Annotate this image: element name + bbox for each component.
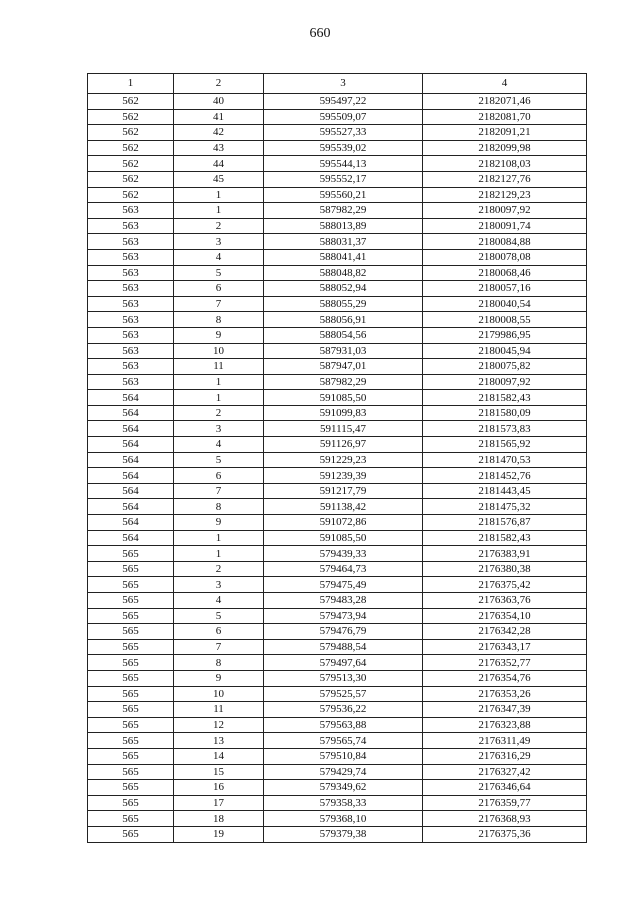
table-cell: 591085,50 bbox=[264, 530, 423, 546]
table-cell: 2180084,88 bbox=[423, 234, 587, 250]
table-cell: 2176380,38 bbox=[423, 561, 587, 577]
table-cell: 591072,86 bbox=[264, 515, 423, 531]
table-cell: 2180097,92 bbox=[423, 374, 587, 390]
table-row bbox=[88, 312, 587, 328]
table-cell: 6 bbox=[174, 281, 264, 297]
table-cell: 2180097,92 bbox=[423, 203, 587, 219]
table-cell: 579358,33 bbox=[264, 795, 423, 811]
table-row bbox=[88, 670, 587, 686]
table-cell: 10 bbox=[174, 686, 264, 702]
table-cell: 563 bbox=[88, 281, 174, 297]
table-cell: 591085,50 bbox=[264, 390, 423, 406]
column-header: 3 bbox=[264, 74, 423, 94]
column-header: 1 bbox=[88, 74, 174, 94]
table-cell: 579536,22 bbox=[264, 702, 423, 718]
table-cell: 17 bbox=[174, 795, 264, 811]
table-cell: 563 bbox=[88, 203, 174, 219]
table-cell: 588055,29 bbox=[264, 296, 423, 312]
table-cell: 579525,57 bbox=[264, 686, 423, 702]
table-row bbox=[88, 468, 587, 484]
table-cell: 579439,33 bbox=[264, 546, 423, 562]
table-cell: 595539,02 bbox=[264, 140, 423, 156]
table-cell: 579497,64 bbox=[264, 655, 423, 671]
table-cell: 591138,42 bbox=[264, 499, 423, 515]
table-cell: 565 bbox=[88, 811, 174, 827]
table-cell: 2176316,29 bbox=[423, 748, 587, 764]
table-cell: 4 bbox=[174, 593, 264, 609]
table-row bbox=[88, 140, 587, 156]
table-cell: 588013,89 bbox=[264, 218, 423, 234]
table-cell: 591217,79 bbox=[264, 483, 423, 499]
table-cell: 2176359,77 bbox=[423, 795, 587, 811]
table-cell: 5 bbox=[174, 265, 264, 281]
table-row bbox=[88, 359, 587, 375]
table-cell: 565 bbox=[88, 686, 174, 702]
table-cell: 5 bbox=[174, 452, 264, 468]
table-cell: 2181565,92 bbox=[423, 437, 587, 453]
table-row bbox=[88, 780, 587, 796]
table-cell: 40 bbox=[174, 94, 264, 110]
table-cell: 595560,21 bbox=[264, 187, 423, 203]
table-cell: 2180045,94 bbox=[423, 343, 587, 359]
table-cell: 579510,84 bbox=[264, 748, 423, 764]
table-cell: 2180008,55 bbox=[423, 312, 587, 328]
table-row bbox=[88, 374, 587, 390]
table-cell: 588031,37 bbox=[264, 234, 423, 250]
table-cell: 579429,74 bbox=[264, 764, 423, 780]
table-cell: 2176354,76 bbox=[423, 670, 587, 686]
table-cell: 2176342,28 bbox=[423, 624, 587, 640]
table-cell: 2176347,39 bbox=[423, 702, 587, 718]
table-cell: 18 bbox=[174, 811, 264, 827]
table-row bbox=[88, 499, 587, 515]
table-row bbox=[88, 702, 587, 718]
table-cell: 9 bbox=[174, 670, 264, 686]
table-cell: 2 bbox=[174, 561, 264, 577]
table-cell: 579368,10 bbox=[264, 811, 423, 827]
table-row bbox=[88, 437, 587, 453]
table-body bbox=[88, 94, 587, 843]
table-row bbox=[88, 125, 587, 141]
table-cell: 12 bbox=[174, 717, 264, 733]
table-cell: 563 bbox=[88, 374, 174, 390]
table-cell: 565 bbox=[88, 795, 174, 811]
table-cell: 2181580,09 bbox=[423, 405, 587, 421]
table-cell: 587947,01 bbox=[264, 359, 423, 375]
table-cell: 565 bbox=[88, 826, 174, 842]
table-row bbox=[88, 593, 587, 609]
table-row bbox=[88, 639, 587, 655]
table-cell: 562 bbox=[88, 94, 174, 110]
table-cell: 2176383,91 bbox=[423, 546, 587, 562]
table-row bbox=[88, 795, 587, 811]
table-cell: 579483,28 bbox=[264, 593, 423, 609]
table-cell: 565 bbox=[88, 561, 174, 577]
table-cell: 562 bbox=[88, 171, 174, 187]
table-cell: 2176375,42 bbox=[423, 577, 587, 593]
table-cell: 591229,23 bbox=[264, 452, 423, 468]
table-cell: 2176346,64 bbox=[423, 780, 587, 796]
table-row bbox=[88, 343, 587, 359]
table-cell: 2182129,23 bbox=[423, 187, 587, 203]
table-cell: 10 bbox=[174, 343, 264, 359]
table-row bbox=[88, 483, 587, 499]
table-cell: 3 bbox=[174, 234, 264, 250]
table-cell: 565 bbox=[88, 717, 174, 733]
table-cell: 595509,07 bbox=[264, 109, 423, 125]
table-cell: 2 bbox=[174, 405, 264, 421]
table-cell: 562 bbox=[88, 187, 174, 203]
table-cell: 2176311,49 bbox=[423, 733, 587, 749]
table-row bbox=[88, 624, 587, 640]
table-cell: 563 bbox=[88, 218, 174, 234]
table-cell: 579476,79 bbox=[264, 624, 423, 640]
table-cell: 2182127,76 bbox=[423, 171, 587, 187]
table-cell: 8 bbox=[174, 312, 264, 328]
table-cell: 565 bbox=[88, 608, 174, 624]
table-cell: 591126,97 bbox=[264, 437, 423, 453]
table-cell: 563 bbox=[88, 265, 174, 281]
table-cell: 579473,94 bbox=[264, 608, 423, 624]
table-cell: 2180057,16 bbox=[423, 281, 587, 297]
table-cell: 595497,22 bbox=[264, 94, 423, 110]
table-cell: 2180040,54 bbox=[423, 296, 587, 312]
table-cell: 2182099,98 bbox=[423, 140, 587, 156]
table-cell: 564 bbox=[88, 530, 174, 546]
table-cell: 579565,74 bbox=[264, 733, 423, 749]
table-cell: 562 bbox=[88, 156, 174, 172]
table-row bbox=[88, 546, 587, 562]
table-cell: 587982,29 bbox=[264, 203, 423, 219]
table-cell: 19 bbox=[174, 826, 264, 842]
table-row bbox=[88, 218, 587, 234]
table-cell: 42 bbox=[174, 125, 264, 141]
table-cell: 7 bbox=[174, 296, 264, 312]
table-cell: 565 bbox=[88, 577, 174, 593]
table-cell: 2182081,70 bbox=[423, 109, 587, 125]
table-cell: 9 bbox=[174, 515, 264, 531]
table-cell: 564 bbox=[88, 437, 174, 453]
table-cell: 4 bbox=[174, 437, 264, 453]
table-row bbox=[88, 717, 587, 733]
table-cell: 587982,29 bbox=[264, 374, 423, 390]
table-cell: 565 bbox=[88, 624, 174, 640]
table-cell: 579513,30 bbox=[264, 670, 423, 686]
table-cell: 13 bbox=[174, 733, 264, 749]
table-row bbox=[88, 265, 587, 281]
table-cell: 579475,49 bbox=[264, 577, 423, 593]
table-row bbox=[88, 234, 587, 250]
table-cell: 563 bbox=[88, 296, 174, 312]
table-cell: 6 bbox=[174, 624, 264, 640]
table-cell: 579563,88 bbox=[264, 717, 423, 733]
table-cell: 591239,39 bbox=[264, 468, 423, 484]
table-cell: 2181573,83 bbox=[423, 421, 587, 437]
table-row bbox=[88, 187, 587, 203]
table-cell: 565 bbox=[88, 780, 174, 796]
table-cell: 11 bbox=[174, 359, 264, 375]
table-cell: 2179986,95 bbox=[423, 327, 587, 343]
coordinates-table bbox=[87, 73, 587, 843]
table-cell: 2180068,46 bbox=[423, 265, 587, 281]
table-cell: 7 bbox=[174, 639, 264, 655]
table-row bbox=[88, 826, 587, 842]
table-cell: 565 bbox=[88, 748, 174, 764]
table-cell: 1 bbox=[174, 203, 264, 219]
table-cell: 564 bbox=[88, 515, 174, 531]
table-cell: 2180078,08 bbox=[423, 249, 587, 265]
table-row bbox=[88, 171, 587, 187]
table-cell: 579464,73 bbox=[264, 561, 423, 577]
table-cell: 2182071,46 bbox=[423, 94, 587, 110]
table-cell: 564 bbox=[88, 468, 174, 484]
table-cell: 2180091,74 bbox=[423, 218, 587, 234]
table-cell: 565 bbox=[88, 764, 174, 780]
table-cell: 562 bbox=[88, 140, 174, 156]
table-cell: 2180075,82 bbox=[423, 359, 587, 375]
table-cell: 1 bbox=[174, 187, 264, 203]
table-cell: 588056,91 bbox=[264, 312, 423, 328]
table-cell: 1 bbox=[174, 546, 264, 562]
table-cell: 565 bbox=[88, 593, 174, 609]
table-cell: 565 bbox=[88, 655, 174, 671]
table-cell: 563 bbox=[88, 359, 174, 375]
table-cell: 579488,54 bbox=[264, 639, 423, 655]
table-cell: 595544,13 bbox=[264, 156, 423, 172]
table-row bbox=[88, 608, 587, 624]
table-cell: 2176368,93 bbox=[423, 811, 587, 827]
table-cell: 595552,17 bbox=[264, 171, 423, 187]
table-cell: 564 bbox=[88, 421, 174, 437]
table-cell: 565 bbox=[88, 670, 174, 686]
table-cell: 2181452,76 bbox=[423, 468, 587, 484]
table-cell: 8 bbox=[174, 499, 264, 515]
column-header: 2 bbox=[174, 74, 264, 94]
table-cell: 14 bbox=[174, 748, 264, 764]
table-cell: 564 bbox=[88, 452, 174, 468]
table-cell: 564 bbox=[88, 483, 174, 499]
table-cell: 2181582,43 bbox=[423, 390, 587, 406]
table-cell: 564 bbox=[88, 390, 174, 406]
table-cell: 2176343,17 bbox=[423, 639, 587, 655]
table-row bbox=[88, 109, 587, 125]
table-cell: 4 bbox=[174, 249, 264, 265]
table-cell: 41 bbox=[174, 109, 264, 125]
table-row bbox=[88, 327, 587, 343]
table-cell: 11 bbox=[174, 702, 264, 718]
table-row bbox=[88, 686, 587, 702]
table-row bbox=[88, 733, 587, 749]
table-cell: 591099,83 bbox=[264, 405, 423, 421]
table-cell: 1 bbox=[174, 390, 264, 406]
table-cell: 2181443,45 bbox=[423, 483, 587, 499]
header-row bbox=[88, 74, 587, 94]
table-cell: 564 bbox=[88, 499, 174, 515]
table-cell: 3 bbox=[174, 577, 264, 593]
table-row bbox=[88, 748, 587, 764]
table-cell: 2181582,43 bbox=[423, 530, 587, 546]
table-cell: 45 bbox=[174, 171, 264, 187]
page-number: 660 bbox=[309, 26, 331, 41]
table-cell: 8 bbox=[174, 655, 264, 671]
table-cell: 2182091,21 bbox=[423, 125, 587, 141]
table-cell: 563 bbox=[88, 249, 174, 265]
table-cell: 562 bbox=[88, 109, 174, 125]
table-row bbox=[88, 156, 587, 172]
table-cell: 579379,38 bbox=[264, 826, 423, 842]
table-cell: 2176354,10 bbox=[423, 608, 587, 624]
table-cell: 563 bbox=[88, 234, 174, 250]
table-cell: 579349,62 bbox=[264, 780, 423, 796]
table-cell: 16 bbox=[174, 780, 264, 796]
table-cell: 2176363,76 bbox=[423, 593, 587, 609]
table-row bbox=[88, 281, 587, 297]
table-row bbox=[88, 296, 587, 312]
table-row bbox=[88, 811, 587, 827]
table-cell: 563 bbox=[88, 343, 174, 359]
table-cell: 44 bbox=[174, 156, 264, 172]
table-cell: 3 bbox=[174, 421, 264, 437]
table-cell: 15 bbox=[174, 764, 264, 780]
table-row bbox=[88, 249, 587, 265]
table-cell: 565 bbox=[88, 546, 174, 562]
table-cell: 595527,33 bbox=[264, 125, 423, 141]
table-cell: 565 bbox=[88, 702, 174, 718]
table-cell: 588048,82 bbox=[264, 265, 423, 281]
table-cell: 2181576,87 bbox=[423, 515, 587, 531]
table-row bbox=[88, 577, 587, 593]
table-cell: 2176375,36 bbox=[423, 826, 587, 842]
table-row bbox=[88, 515, 587, 531]
table-cell: 7 bbox=[174, 483, 264, 499]
table-cell: 9 bbox=[174, 327, 264, 343]
table-cell: 564 bbox=[88, 405, 174, 421]
table-row bbox=[88, 203, 587, 219]
table-cell: 563 bbox=[88, 327, 174, 343]
table-cell: 2176323,88 bbox=[423, 717, 587, 733]
table-row bbox=[88, 655, 587, 671]
table-cell: 587931,03 bbox=[264, 343, 423, 359]
table-cell: 1 bbox=[174, 530, 264, 546]
table-cell: 2181470,53 bbox=[423, 452, 587, 468]
table-cell: 563 bbox=[88, 312, 174, 328]
table-header bbox=[88, 74, 587, 94]
table-row bbox=[88, 421, 587, 437]
table-cell: 591115,47 bbox=[264, 421, 423, 437]
table-cell: 6 bbox=[174, 468, 264, 484]
table-cell: 562 bbox=[88, 125, 174, 141]
table-cell: 2182108,03 bbox=[423, 156, 587, 172]
table-cell: 565 bbox=[88, 639, 174, 655]
table-cell: 1 bbox=[174, 374, 264, 390]
table-cell: 565 bbox=[88, 733, 174, 749]
table-cell: 43 bbox=[174, 140, 264, 156]
table-row bbox=[88, 94, 587, 110]
table-cell: 2176353,26 bbox=[423, 686, 587, 702]
table-row bbox=[88, 405, 587, 421]
table-cell: 588041,41 bbox=[264, 249, 423, 265]
table-row bbox=[88, 390, 587, 406]
table-row bbox=[88, 452, 587, 468]
table-cell: 2176352,77 bbox=[423, 655, 587, 671]
table-cell: 588054,56 bbox=[264, 327, 423, 343]
table-cell: 5 bbox=[174, 608, 264, 624]
column-header: 4 bbox=[423, 74, 587, 94]
table-row bbox=[88, 530, 587, 546]
table-row bbox=[88, 764, 587, 780]
table-cell: 2176327,42 bbox=[423, 764, 587, 780]
table-cell: 588052,94 bbox=[264, 281, 423, 297]
table-row bbox=[88, 561, 587, 577]
table-cell: 2 bbox=[174, 218, 264, 234]
table-cell: 2181475,32 bbox=[423, 499, 587, 515]
